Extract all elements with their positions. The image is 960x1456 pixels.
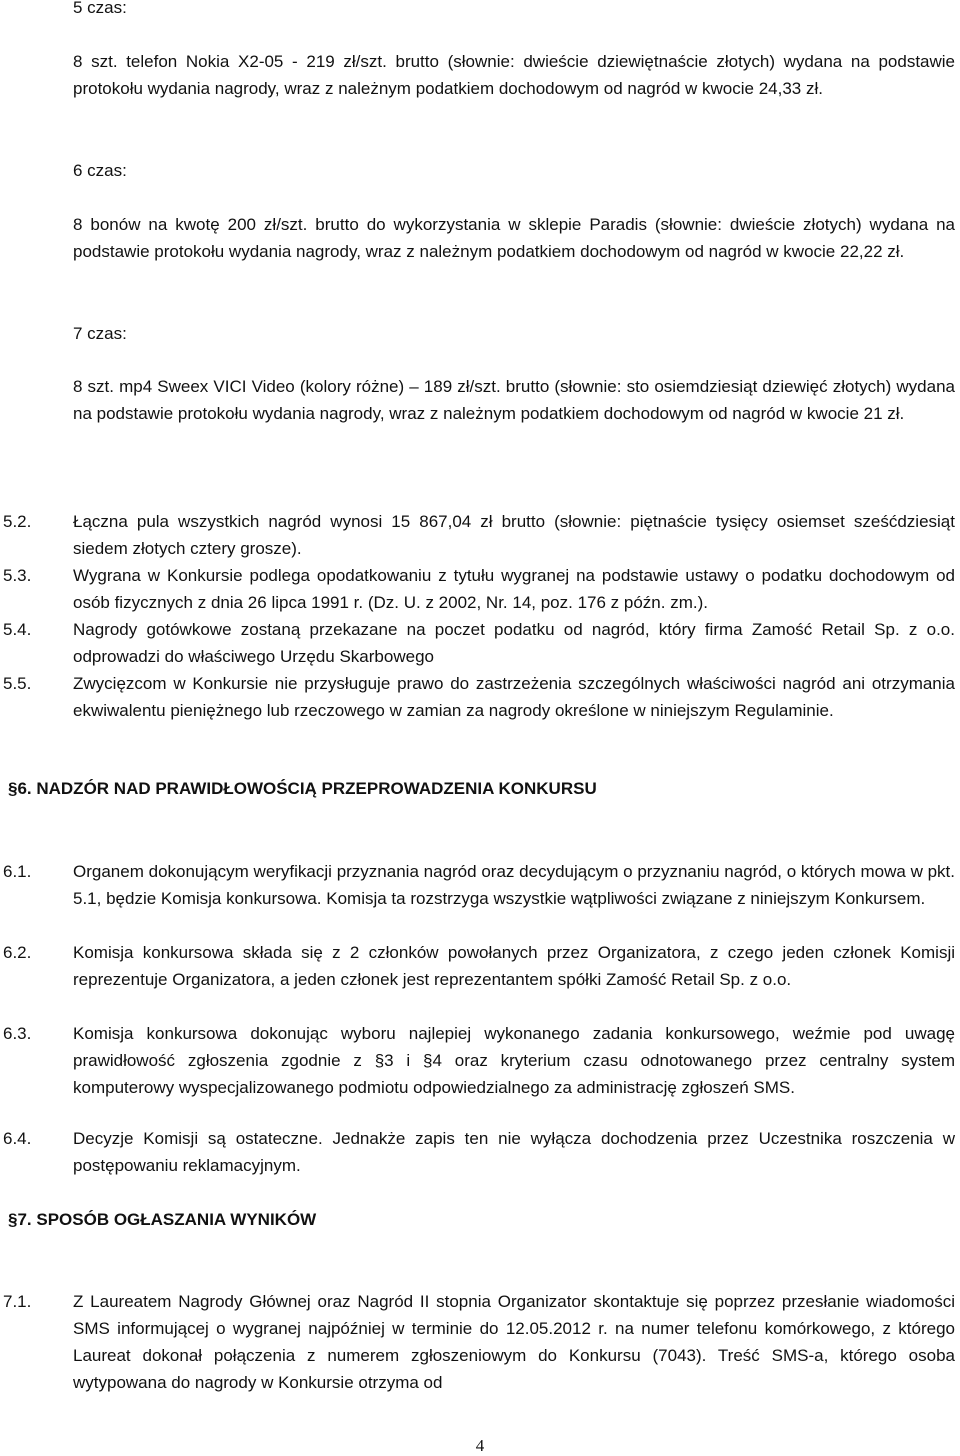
prize-description-5: 8 szt. telefon Nokia X2-05 - 219 zł/szt. brutto (słownie: dwieście dziewiętnaście złotych) wydana na podstawie protokołu wydania nagrody, wraz z należnym podatkiem dochodowym od nagród w kwocie 24,33 zł. — [73, 52, 955, 98]
item-number: 5.5. — [3, 674, 32, 693]
item-number: 6.2. — [3, 943, 32, 962]
section-heading-6: §6. NADZÓR NAD PRAWIDŁOWOŚCIĄ PRZEPROWADZENIA KONKURSU — [8, 779, 597, 798]
time-label-5: 5 czas: — [73, 0, 127, 17]
item-number: 5.3. — [3, 566, 32, 585]
item-text: Komisja konkursowa dokonując wyboru najlepiej wykonanego zadania konkursowego, weźmie pod uwagę prawidłowość zgłoszenia zgodnie z §3 i §4 oraz kryterium czasu odnotowanego przez centralny system komputerowy wyspecjalizowanego podmiotu odpowiedzialnego za administrację zgłoszeń SMS. — [73, 1024, 955, 1097]
item-text: Wygrana w Konkursie podlega opodatkowaniu z tytułu wygranej na podstawie ustawy o podatku dochodowym od osób fizycznych z dnia 26 lipca 1991 r. (Dz. U. z 2002, Nr. 14, poz. 176 z późn. zm.). — [73, 566, 955, 612]
item-text: Nagrody gotówkowe zostaną przekazane na poczet podatku od nagród, który firma Zamość Retail Sp. z o.o. odprowadzi do właściwego Urzędu Skarbowego — [73, 620, 955, 666]
item-text: Organem dokonującym weryfikacji przyznania nagród oraz decydującym o przyznaniu nagród, o których mowa w pkt. 5.1, będzie Komisja konkursowa. Komisja ta rozstrzyga wszystkie wątpliwości związane z niniejszym Konkursem. — [73, 862, 955, 908]
item-text: Zwycięzcom w Konkursie nie przysługuje prawo do zastrzeżenia szczególnych właściwości nagród ani otrzymania ekwiwalentu pieniężnego lub rzeczowego w zamian za nagrody określone w niniejszym Regulaminie. — [73, 674, 955, 720]
item-text: Z Laureatem Nagrody Głównej oraz Nagród II stopnia Organizator skontaktuje się poprzez przesłanie wiadomości SMS informującej o wygranej najpóźniej w terminie do 12.05.2012 r. na numer telefonu komórkowego, z którego Laureat dokonał połączenia z numerem zgłoszeniowym do Konkursu (7043). Treść SMS-a, którego osoba wytypowana do nagrody w Konkursie otrzyma od — [73, 1292, 955, 1392]
section-heading-7: §7. SPOSÓB OGŁASZANIA WYNIKÓW — [8, 1210, 317, 1229]
item-text: Łączna pula wszystkich nagród wynosi 15 867,04 zł brutto (słownie: piętnaście tysięcy osiemset sześćdziesiąt siedem złotych cztery grosze). — [73, 512, 955, 558]
item-text: Komisja konkursowa składa się z 2 członków powołanych przez Organizatora, z czego jeden członek Komisji reprezentuje Organizatora, a jeden członek jest reprezentantem spółki Zamość Retail Sp. z o.o. — [73, 943, 955, 989]
prize-description-7: 8 szt. mp4 Sweex VICI Video (kolory różne) – 189 zł/szt. brutto (słownie: sto osiemdziesiąt dziewięć złotych) wydana na podstawie protokołu wydania nagrody, wraz z należnym podatkiem dochodowym od nagród w kwocie 21 zł. — [73, 377, 955, 423]
item-number: 6.4. — [3, 1129, 32, 1148]
item-number: 5.2. — [3, 512, 32, 531]
time-label-7: 7 czas: — [73, 324, 127, 343]
item-number: 6.3. — [3, 1024, 32, 1043]
page-number: 4 — [475, 1436, 485, 1455]
item-text: Decyzje Komisji są ostateczne. Jednakże zapis ten nie wyłącza dochodzenia przez Uczestnika roszczenia w postępowaniu reklamacyjnym. — [73, 1129, 955, 1175]
item-number: 6.1. — [3, 862, 32, 881]
prize-description-6: 8 bonów na kwotę 200 zł/szt. brutto do wykorzystania w sklepie Paradis (słownie: dwieście złotych) wydana na podstawie protokołu wydania nagrody, wraz z należnym podatkiem dochodowym od nagród w kwocie 22,22 zł. — [73, 215, 955, 261]
item-number: 7.1. — [3, 1292, 32, 1311]
item-number: 5.4. — [3, 620, 32, 639]
time-label-6: 6 czas: — [73, 161, 127, 180]
